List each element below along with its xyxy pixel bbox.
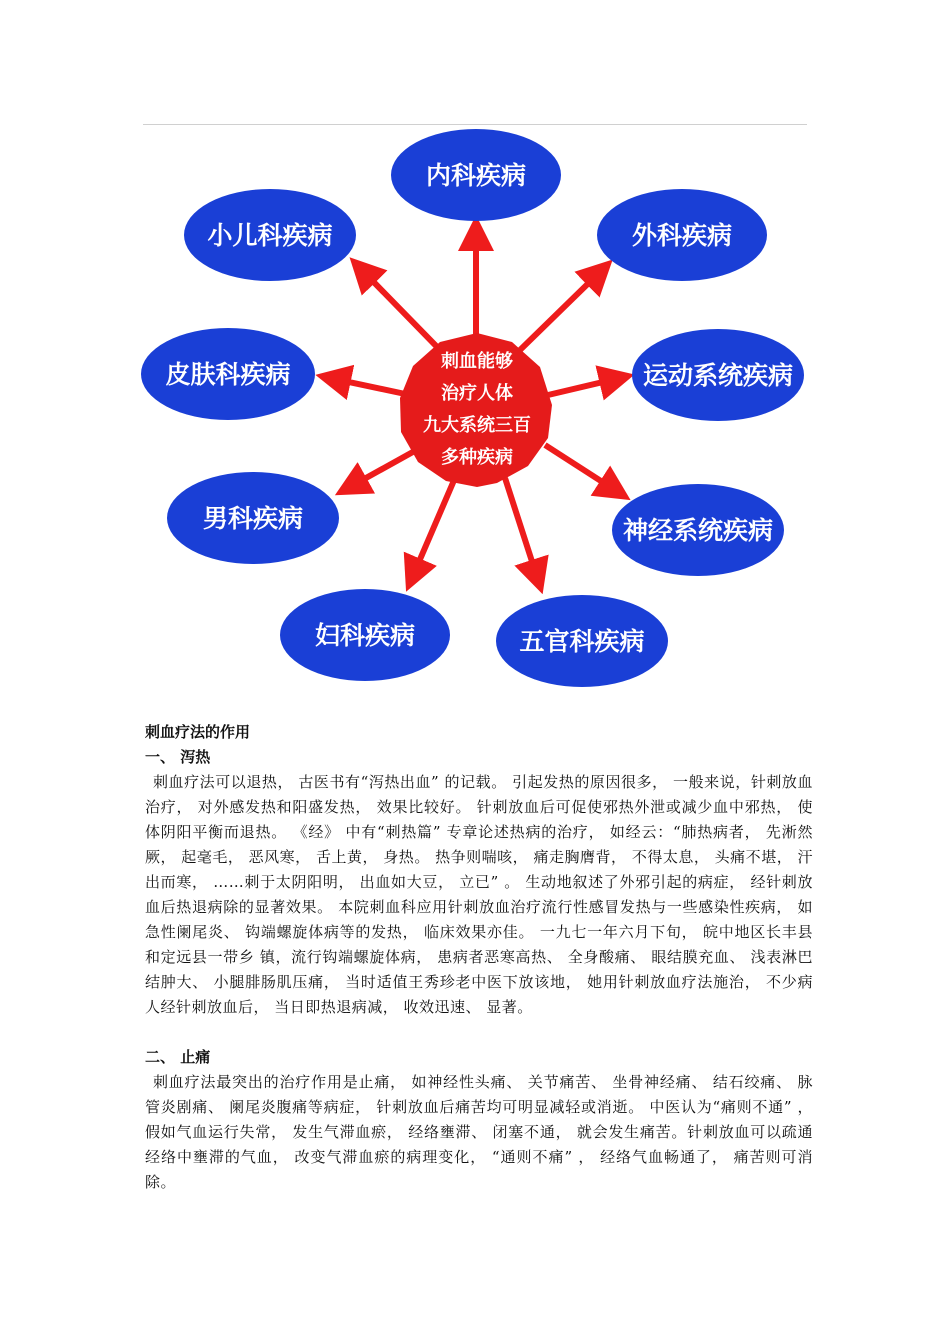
section-paragraph-heat: 刺血疗法可以退热， 古医书有“泻热出血” 的记载。 引起发热的原因很多， 一般来说，针刺放血治疗， 对外感发热和阳盛发热， 效果比较好。 针刺放血后可促使邪热外泄或减少血中邪热， 使体阴阳平衡而退热。 《经》 中有“刺热篇” 专章论述热病的治疗， 如经云：“肺热病者， 先淅然厥， 起毫毛， 恶风寒， 舌上黄， 身热。 热争则喘咳， 痛走胸膺背， 不得太息， 头痛不堪， 汗出而寒， ……刺于太阴阳明， 出血如大豆， 立已” 。 生动地叙述了外邪引起的病症， 经针刺放血后热退病除的显著效果。 本院刺血科应用针刺放血治疗流行性感冒发热与一些感染性疾病， 如急性阑尾炎、 钩端螺旋体病等的发热， 临床效果亦佳。 一九七一年六月下旬， 皖中地区长丰县和定远县一带乡 镇，流行钩端螺旋体病， 患病者恶寒高热、 全身酸痛、 眼结膜充血、 浅表淋巴结肿大、 小腿腓肠肌压痛， 当时适值王秀珍老中医下放该地， 她用针刺放血疗法施治， 不少病人经针刺放血后， 当日即热退病减， 收效迅速、 显著。 xyxy=(145,773,813,1016)
section-gap xyxy=(145,1020,813,1045)
arrow-facial xyxy=(505,478,538,580)
center-line-3: 九大系统三百 xyxy=(423,415,531,436)
arrow-gynecology xyxy=(412,478,455,578)
article-title: 刺血疗法的作用 xyxy=(145,723,251,741)
label-gynecology: 妇科疾病 xyxy=(314,621,416,650)
section-heading-pain: 二、 止痛 xyxy=(145,1048,211,1066)
label-internal: 内科疾病 xyxy=(425,161,527,190)
arrow-neuro xyxy=(545,445,618,492)
section-paragraph-pain: 刺血疗法最突出的治疗作用是止痛， 如神经性头痛、 关节痛苦、 坐骨神经痛、 结石绞痛、 脉管炎剧痛、 阑尾炎腹痛等病症， 针刺放血后痛苦均可明显减轻或消逝。 中医认为“痛则不通” ， 假如气血运行失常， 发生气滞血瘀， 经络壅滞、 闭塞不通， 就会发生痛苦。针刺放血可以疏通经络中壅滞的气血， 改变气滞血瘀的病理变化， “通则不痛” ， 经络气血畅通了， 痛苦则可消除。 xyxy=(145,1073,813,1191)
label-pediatric: 小儿科疾病 xyxy=(207,221,333,250)
section-heading-heat: 一、 泻热 xyxy=(145,748,211,766)
label-neuro: 神经系统疾病 xyxy=(622,516,774,545)
article-body xyxy=(145,720,813,1195)
arrow-andrology xyxy=(348,448,420,488)
arrow-motor xyxy=(548,378,620,395)
center-line-4: 多种疾病 xyxy=(441,447,513,468)
label-facial: 五官科疾病 xyxy=(519,627,645,656)
label-surgical: 外科疾病 xyxy=(631,221,733,250)
label-andrology: 男科疾病 xyxy=(202,504,304,533)
arrow-pediatric xyxy=(360,268,442,352)
arrow-dermatology xyxy=(330,378,410,395)
label-dermatology: 皮肤科疾病 xyxy=(165,360,291,389)
label-motor: 运动系统疾病 xyxy=(642,361,794,390)
center-line-1: 刺血能够 xyxy=(441,351,513,372)
center-line-2: 治疗人体 xyxy=(441,383,513,404)
arrow-surgical xyxy=(520,270,602,350)
